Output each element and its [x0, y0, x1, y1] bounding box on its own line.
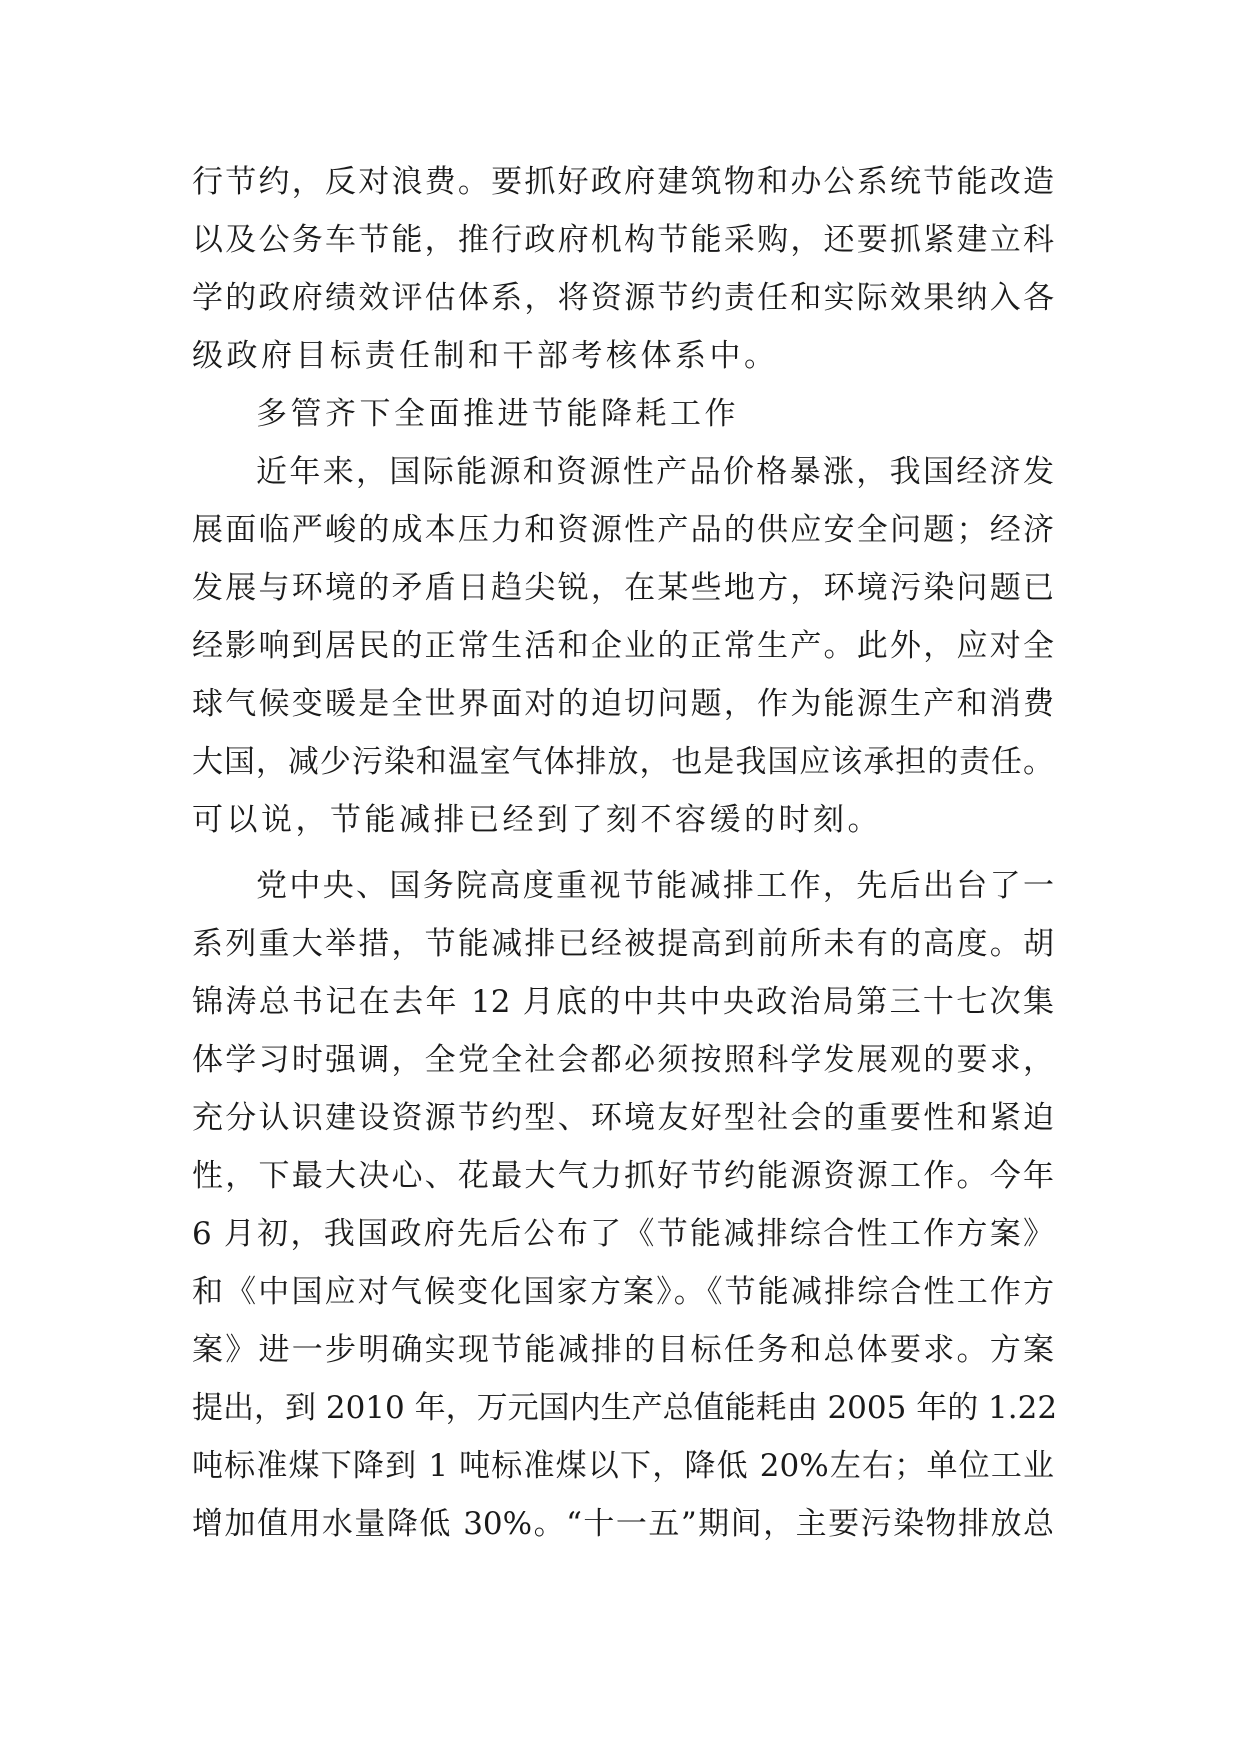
text-line: 发展与环境的矛盾日趋尖锐，在某些地方，环境污染问题已	[192, 570, 1054, 606]
text-line: 提出，到 2010 年，万元国内生产总值能耗由 2005 年的 1.22	[192, 1390, 1058, 1426]
text-line: 可以说，节能减排已经到了刻不容缓的时刻。	[192, 802, 882, 838]
text-line: 案》进一步明确实现节能减排的目标任务和总体要求。方案	[192, 1332, 1054, 1368]
text-line: 经影响到居民的正常生活和企业的正常生产。此外，应对全	[192, 628, 1054, 664]
text-line: 学的政府绩效评估体系，将资源节约责任和实际效果纳入各	[192, 280, 1054, 316]
document-body	[192, 153, 1058, 1553]
text-line: 增加值用水量降低 30%。“十一五”期间，主要污染物排放总	[192, 1506, 1054, 1542]
text-line: 展面临严峻的成本压力和资源性产品的供应安全问题；经济	[192, 512, 1054, 548]
text-line: 党中央、国务院高度重视节能减排工作，先后出台了一	[256, 868, 1054, 904]
text-line: 和《中国应对气候变化国家方案》。《节能减排综合性工作方	[192, 1274, 1054, 1310]
text-line: 级政府目标责任制和干部考核体系中。	[192, 338, 779, 374]
text-line: 球气候变暖是全世界面对的迫切问题，作为能源生产和消费	[192, 686, 1054, 722]
text-line: 体学习时强调，全党全社会都必须按照科学发展观的要求，	[192, 1042, 1054, 1078]
text-line: 行节约，反对浪费。要抓好政府建筑物和办公系统节能改造	[192, 164, 1054, 200]
text-line: 吨标准煤下降到 1 吨标准煤以下，降低 20%左右；单位工业	[192, 1448, 1054, 1484]
text-line: 性，下最大决心、花最大气力抓好节约能源资源工作。今年	[192, 1158, 1054, 1194]
text-line: 近年来，国际能源和资源性产品价格暴涨，我国经济发	[256, 454, 1054, 490]
text-line: 系列重大举措，节能减排已经被提高到前所未有的高度。胡	[192, 926, 1054, 962]
section-heading: 多管齐下全面推进节能降耗工作	[256, 396, 739, 432]
text-line: 大国，减少污染和温室气体排放，也是我国应该承担的责任。	[192, 744, 1054, 780]
text-line: 锦涛总书记在去年 12 月底的中共中央政治局第三十七次集	[192, 984, 1054, 1020]
text-line: 充分认识建设资源节约型、环境友好型社会的重要性和紧迫	[192, 1100, 1054, 1136]
text-line: 以及公务车节能，推行政府机构节能采购，还要抓紧建立科	[192, 222, 1054, 258]
text-line: 6 月初，我国政府先后公布了《节能减排综合性工作方案》	[192, 1216, 1054, 1252]
